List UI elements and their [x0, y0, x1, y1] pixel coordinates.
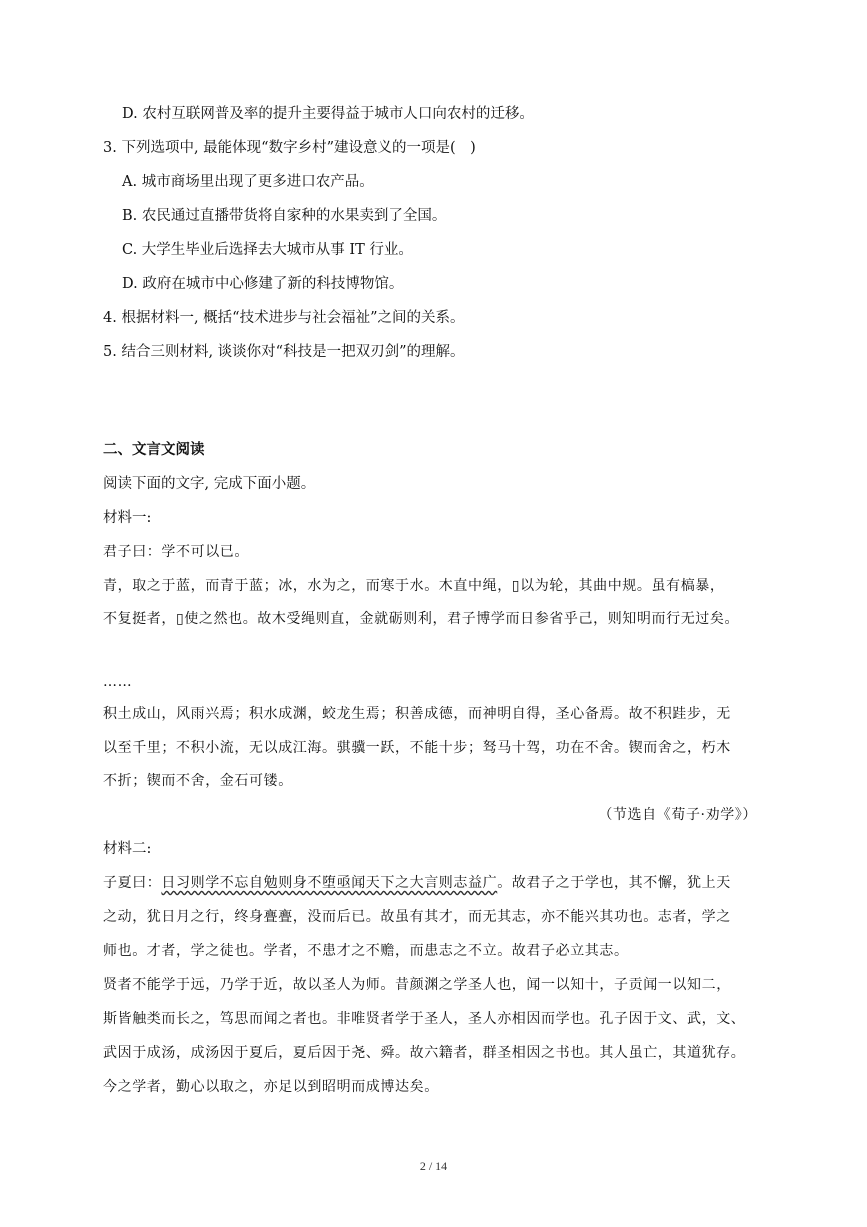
material1-line: 以至千里；不积小流，无以成江海。骐骥一跃，不能十步；驽马十驾，功在不舍。锲而舍之，朽木	[103, 740, 731, 756]
q3-option-c: C. 大学生毕业后选择去大城市从事 IT 行业。	[122, 242, 413, 258]
material1-line: 君子曰：学不可以已。	[103, 544, 249, 560]
material1-line: 积土成山，风雨兴焉；积水成渊，蛟龙生焉；积善成德，而神明自得，圣心备焉。故不积跬步，无	[103, 706, 731, 722]
section-instruction: 阅读下面的文字, 完成下面小题。	[103, 476, 316, 492]
underlined-sentence: 日习则学不忘自勉则身不堕亟闻天下之大言则志益广	[161, 875, 498, 891]
q3-stem: 3. 下列选项中, 最能体现“数字乡村”建设意义的一项是( )	[103, 140, 476, 156]
q3-option-b: B. 农民通过直播带货将自家种的水果卖到了全国。	[122, 208, 447, 224]
material1-label: 材料一:	[103, 510, 152, 526]
q2-option-d: D. 农村互联网普及率的提升主要得益于城市人口向农村的迁移。	[122, 106, 534, 122]
material1-ellipsis: ……	[103, 674, 133, 690]
material1-line: 不折；锲而不舍，金石可镂。	[103, 773, 293, 789]
material2-line: 今之学者，勤心以取之，亦足以到昭明而成博达矣。	[103, 1079, 439, 1095]
material2-label: 材料二:	[103, 841, 152, 857]
material2-line: 斯皆触类而长之，笃思而闻之者也。非唯贤者学于圣人，圣人亦相因而学也。孔子因于文、武，文、	[103, 1011, 746, 1027]
material2-line: 之动，犹日月之行，终身亹亹，没而后已。故虽有其才，而无其志，亦不能兴其功也。志者，学之	[103, 909, 731, 925]
material2-suffix: 。故君子之于学也，其不懈，犹上天	[497, 875, 731, 891]
page-number: 2 / 14	[419, 1159, 448, 1173]
material2-prefix: 子夏曰：	[103, 875, 162, 891]
material2-first-line	[103, 873, 731, 893]
section-heading: 二、文言文阅读	[103, 441, 205, 458]
material1-source: （节选自《荀子·劝学》）	[598, 807, 757, 823]
material2-line: 武因于成汤，成汤因于夏后，夏后因于尧、舜。故六籍者，群圣相因之书也。其人虽亡，其道犹存。	[103, 1045, 746, 1061]
material2-line: 贤者不能学于远，乃学于近，故以圣人为师。昔颜渊之学圣人也，闻一以知十，子贡闻一以知二，	[103, 977, 731, 993]
q5-stem: 5. 结合三则材料, 谈谈你对“科技是一把双刃剑”的理解。	[103, 344, 465, 360]
material1-line: 不复挺者，▯使之然也。故木受绳则直，金就砺则利，君子博学而日参省乎己，则知明而行无过矣。	[103, 611, 740, 627]
material2-line: 师也。才者，学之徒也。学者，不患才之不赡，而患志之不立。故君子必立其志。	[103, 943, 629, 959]
material1-line: 青，取之于蓝，而青于蓝；冰，水为之，而寒于水。木直中绳，▯以为轮，其曲中规。虽有槁暴，	[103, 578, 725, 594]
q3-option-d: D. 政府在城市中心修建了新的科技博物馆。	[122, 276, 404, 292]
q4-stem: 4. 根据材料一, 概括“技术进步与社会福祉”之间的关系。	[103, 310, 465, 326]
q3-option-a: A. 城市商场里出现了更多进口农产品。	[122, 174, 374, 190]
